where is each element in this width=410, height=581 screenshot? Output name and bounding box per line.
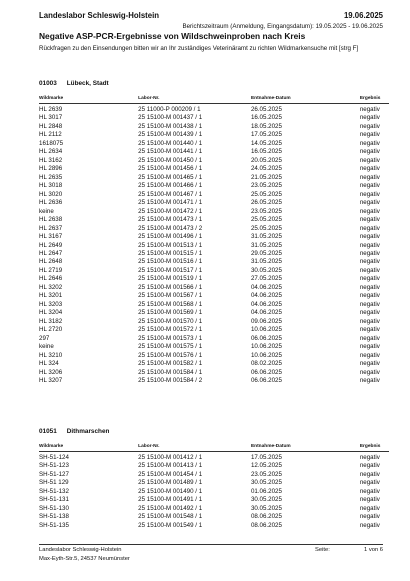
table-row: [39, 284, 389, 292]
col-ergebnis: negativ: [359, 368, 380, 376]
col-wildmarke: HL 2639: [39, 106, 63, 113]
table-row: [39, 208, 389, 216]
col-wildmarke-header: Wildmarke: [39, 444, 64, 449]
col-labor-nr: 25 15100-M 001456 / 1: [138, 165, 203, 173]
col-entnahme-datum-header: Entnahme-Datum: [250, 444, 291, 449]
col-entnahme-datum: 10.06.2025: [250, 351, 282, 359]
col-labor-nr: 25 15100-M 001572 / 1: [138, 326, 203, 334]
table-row: [39, 131, 389, 139]
col-entnahme-datum: 08.06.2025: [250, 513, 282, 521]
col-entnahme-datum: 10.06.2025: [250, 326, 282, 334]
col-entnahme-datum: 06.06.2025: [250, 377, 282, 384]
table-header: [39, 442, 389, 451]
col-ergebnis: negativ: [359, 454, 380, 461]
col-entnahme-datum: 26.05.2025: [250, 106, 282, 113]
footer-page-label: Seite:: [315, 547, 330, 553]
col-entnahme-datum: 08.02.2025: [250, 360, 282, 368]
col-entnahme-datum-header: Entnahme-Datum: [250, 96, 291, 101]
col-wildmarke: keine: [39, 207, 54, 215]
col-ergebnis: negativ: [359, 334, 380, 342]
col-entnahme-datum: 01.06.2025: [250, 487, 282, 495]
col-wildmarke: HL 2720: [39, 326, 63, 334]
col-wildmarke: HL 3201: [39, 292, 63, 300]
table-header: [39, 94, 389, 103]
col-labor-nr: 25 15100-M 001573 / 1: [138, 334, 203, 342]
col-ergebnis: negativ: [359, 207, 380, 215]
col-labor-nr: 25 15100-M 001567 / 1: [138, 292, 203, 300]
col-ergebnis: negativ: [359, 131, 380, 139]
col-ergebnis: negativ: [359, 479, 380, 487]
col-ergebnis: negativ: [359, 496, 380, 504]
col-entnahme-datum: 21.05.2025: [250, 173, 282, 181]
col-labor-nr: 25 15100-M 001438 / 1: [138, 122, 203, 130]
col-labor-nr: 25 15100-M 001467 / 1: [138, 190, 203, 198]
table-row: [39, 352, 389, 360]
col-labor-nr: 25 15100-M 001471 / 1: [138, 199, 203, 207]
col-labor-nr: 25 15100-M 001515 / 1: [138, 249, 203, 257]
table-row: [39, 225, 389, 233]
col-ergebnis: negativ: [359, 106, 380, 113]
table-row: [39, 275, 389, 283]
col-wildmarke: SH-51-131: [39, 496, 69, 504]
col-wildmarke: SH-51-138: [39, 513, 69, 521]
col-entnahme-datum: 18.05.2025: [250, 122, 282, 130]
col-wildmarke: 1618075: [39, 139, 64, 147]
col-labor-nr: 25 11000-P 000209 / 1: [138, 106, 201, 113]
col-ergebnis: negativ: [359, 258, 380, 266]
col-wildmarke: HL 3204: [39, 309, 63, 317]
col-labor-nr: 25 15100-M 001490 / 1: [138, 487, 203, 495]
col-wildmarke: HL 3202: [39, 283, 63, 291]
col-entnahme-datum: 06.06.2025: [250, 368, 282, 376]
footer-address: Max-Eyth-Str.5, 24537 Neumünster: [39, 556, 130, 562]
col-entnahme-datum: 04.06.2025: [250, 300, 282, 308]
col-wildmarke: HL 3210: [39, 351, 63, 359]
col-labor-nr: 25 15100-M 001568 / 1: [138, 300, 203, 308]
col-entnahme-datum: 30.05.2025: [250, 266, 282, 274]
col-ergebnis: negativ: [359, 275, 380, 283]
col-wildmarke: HL 2848: [39, 122, 63, 130]
col-labor-nr: 25 15100-M 001491 / 1: [138, 496, 203, 504]
col-wildmarke: HL 3017: [39, 114, 63, 122]
header-underline: [39, 451, 389, 452]
table-row: [39, 267, 389, 275]
table-row: [39, 250, 389, 258]
col-entnahme-datum: 23.05.2025: [250, 470, 282, 478]
col-entnahme-datum: 31.05.2025: [250, 241, 282, 249]
col-ergebnis: negativ: [359, 182, 380, 190]
section-code: 01051: [39, 428, 57, 435]
col-entnahme-datum: 12.05.2025: [250, 462, 282, 470]
col-entnahme-datum: 08.06.2025: [250, 521, 282, 529]
table-row: [39, 377, 389, 385]
col-ergebnis: negativ: [359, 360, 380, 368]
col-ergebnis: negativ: [359, 249, 380, 257]
table-row: [39, 165, 389, 173]
col-labor-nr: 25 15100-M 001582 / 1: [138, 360, 203, 368]
col-entnahme-datum: 04.06.2025: [250, 283, 282, 291]
col-entnahme-datum: 30.05.2025: [250, 496, 282, 504]
col-wildmarke: HL 324: [39, 360, 59, 368]
table-row: [39, 522, 389, 530]
table-row: [39, 454, 389, 462]
col-wildmarke: HL 3162: [39, 156, 63, 164]
col-ergebnis-header: Ergebnis: [359, 96, 381, 101]
col-entnahme-datum: 20.05.2025: [250, 156, 282, 164]
col-wildmarke: HL 2649: [39, 241, 63, 249]
col-ergebnis: negativ: [359, 513, 380, 521]
col-labor-nr: 25 15100-M 001549 / 1: [138, 521, 203, 529]
table-row: [39, 123, 389, 131]
col-entnahme-datum: 30.05.2025: [250, 504, 282, 512]
col-entnahme-datum: 29.05.2025: [250, 249, 282, 257]
col-ergebnis: negativ: [359, 462, 380, 470]
col-entnahme-datum: 04.06.2025: [250, 292, 282, 300]
col-labor-nr: 25 15100-M 001439 / 1: [138, 131, 203, 139]
section-title: [39, 428, 389, 442]
table-row: [39, 292, 389, 300]
col-entnahme-datum: 23.05.2025: [250, 182, 282, 190]
col-entnahme-datum: 24.05.2025: [250, 165, 282, 173]
col-labor-nr: 25 15100-M 001516 / 1: [138, 258, 203, 266]
table-row: [39, 462, 389, 470]
col-labor-nr: 25 15100-M 001473 / 1: [138, 216, 203, 224]
table-row: [39, 140, 389, 148]
col-ergebnis: negativ: [359, 216, 380, 224]
table-row: [39, 505, 389, 513]
col-ergebnis: negativ: [359, 487, 380, 495]
col-ergebnis: negativ: [359, 351, 380, 359]
col-wildmarke: SH-51-130: [39, 504, 69, 512]
section-name: Dithmarschen: [66, 428, 110, 435]
col-ergebnis: negativ: [359, 148, 380, 156]
table-row: [39, 258, 389, 266]
col-ergebnis: negativ: [359, 377, 380, 384]
col-labor-nr: 25 15100-M 001517 / 1: [138, 266, 203, 274]
col-labor-nr: 25 15100-M 001466 / 1: [138, 182, 203, 190]
col-wildmarke: HL 2896: [39, 165, 63, 173]
col-labor-nr-header: Labor-Nr.: [138, 96, 160, 101]
col-labor-nr: 25 15100-M 001513 / 1: [138, 241, 203, 249]
col-entnahme-datum: 04.06.2025: [250, 309, 282, 317]
col-ergebnis: negativ: [359, 122, 380, 130]
col-entnahme-datum: 27.05.2025: [250, 275, 282, 283]
col-ergebnis: negativ: [359, 139, 380, 147]
col-labor-nr: 25 15100-M 001489 / 1: [138, 479, 203, 487]
col-labor-nr: 25 15100-M 001570 / 1: [138, 317, 203, 325]
col-wildmarke: HL 3167: [39, 233, 63, 241]
table-row: [39, 182, 389, 190]
col-wildmarke: HL 2719: [39, 266, 63, 274]
col-entnahme-datum: 23.05.2025: [250, 207, 282, 215]
col-labor-nr: 25 15100-M 001584 / 1: [138, 368, 203, 376]
col-ergebnis: negativ: [359, 190, 380, 198]
table-row: [39, 471, 389, 479]
table-row: [39, 106, 389, 114]
table-row: [39, 488, 389, 496]
report-period: Berichtszeitraum (Anmeldung, Eingangsdatum): 19.05.2025 - 19.06.2025: [182, 23, 383, 30]
table-row: [39, 513, 389, 521]
col-wildmarke: HL 2112: [39, 131, 62, 139]
col-labor-nr: 25 15100-M 001576 / 1: [138, 351, 203, 359]
section-title: [39, 80, 389, 94]
col-wildmarke: SH-51 129: [39, 479, 69, 487]
col-entnahme-datum: 17.05.2025: [250, 454, 282, 461]
col-ergebnis: negativ: [359, 343, 380, 351]
table-row: [39, 318, 389, 326]
col-wildmarke: HL 3206: [39, 368, 63, 376]
table-row: [39, 242, 389, 250]
col-labor-nr: 25 15100-M 001454 / 1: [138, 470, 203, 478]
header-underline: [39, 103, 389, 104]
col-ergebnis: negativ: [359, 309, 380, 317]
table-row: [39, 148, 389, 156]
col-entnahme-datum: 10.06.2025: [250, 343, 282, 351]
col-wildmarke: HL 2647: [39, 249, 63, 257]
table-row: [39, 326, 389, 334]
col-labor-nr: 25 15100-M 001450 / 1: [138, 156, 203, 164]
col-wildmarke: HL 3182: [39, 317, 63, 325]
col-labor-nr: 25 15100-M 001437 / 1: [138, 114, 203, 122]
col-entnahme-datum: 16.05.2025: [250, 148, 282, 156]
col-ergebnis: negativ: [359, 470, 380, 478]
footer-organization: Landeslabor Schleswig-Holstein: [39, 547, 122, 553]
table-row: [39, 360, 389, 368]
col-labor-nr: 25 15100-M 001519 / 1: [138, 275, 203, 283]
col-wildmarke: 297: [39, 334, 50, 342]
col-wildmarke: SH-51-127: [39, 470, 69, 478]
col-labor-nr: 25 15100-M 001465 / 1: [138, 173, 203, 181]
table-row: [39, 114, 389, 122]
footer-divider: [39, 544, 383, 545]
col-wildmarke: HL 2646: [39, 275, 63, 283]
district-section-luebeck: [39, 80, 389, 385]
col-wildmarke: HL 2636: [39, 199, 63, 207]
col-wildmarke: SH-51-132: [39, 487, 69, 495]
col-labor-nr: 25 15100-M 001413 / 1: [138, 462, 203, 470]
organization-name: Landeslabor Schleswig-Holstein: [39, 11, 160, 20]
col-ergebnis: negativ: [359, 224, 380, 232]
col-ergebnis: negativ: [359, 266, 380, 274]
col-ergebnis: negativ: [359, 233, 380, 241]
report-subtitle: Rückfragen zu den Einsendungen bitten wir an Ihr zuständiges Veterinäramt zu richten Wildmarkensuche mit [strg F]: [39, 45, 359, 52]
col-wildmarke: HL 2638: [39, 216, 63, 224]
col-entnahme-datum: 31.05.2025: [250, 258, 282, 266]
col-labor-nr: 25 15100-M 001472 / 1: [138, 207, 203, 215]
table-row: [39, 199, 389, 207]
col-labor-nr-header: Labor-Nr.: [138, 444, 160, 449]
col-entnahme-datum: 31.05.2025: [250, 233, 282, 241]
col-labor-nr: 25 15100-M 001473 / 2: [138, 224, 203, 232]
col-ergebnis: negativ: [359, 521, 380, 529]
col-ergebnis: negativ: [359, 165, 380, 173]
district-section-dithmarschen: [39, 428, 389, 530]
section-name: Lübeck, Stadt: [66, 80, 109, 87]
table-row: [39, 369, 389, 377]
col-labor-nr: 25 15100-M 001492 / 1: [138, 504, 203, 512]
col-entnahme-datum: 09.06.2025: [250, 317, 282, 325]
col-labor-nr: 25 15100-M 001548 / 1: [138, 513, 203, 521]
col-wildmarke: SH-51-135: [39, 521, 69, 529]
col-wildmarke-header: Wildmarke: [39, 96, 64, 101]
col-wildmarke: HL 2648: [39, 258, 63, 266]
table-row: [39, 301, 389, 309]
col-entnahme-datum: 30.05.2025: [250, 479, 282, 487]
col-wildmarke: HL 2637: [39, 224, 63, 232]
col-ergebnis: negativ: [359, 292, 380, 300]
section-code: 01003: [39, 80, 57, 87]
col-wildmarke: HL 2635: [39, 173, 63, 181]
col-ergebnis: negativ: [359, 241, 380, 249]
col-ergebnis: negativ: [359, 199, 380, 207]
footer-page-number: 1 von 6: [363, 547, 383, 553]
col-labor-nr: 25 15100-M 001575 / 1: [138, 343, 203, 351]
col-ergebnis: negativ: [359, 317, 380, 325]
report-title: Negative ASP-PCR-Ergebnisse von Wildschweinproben nach Kreis: [39, 31, 306, 41]
col-ergebnis: negativ: [359, 283, 380, 291]
table-row: [39, 174, 389, 182]
table-row: [39, 216, 389, 224]
col-ergebnis: negativ: [359, 326, 380, 334]
col-labor-nr: 25 15100-M 001584 / 2: [138, 377, 203, 384]
col-wildmarke: SH-51-124: [39, 454, 69, 461]
table-row: [39, 496, 389, 504]
col-ergebnis: negativ: [359, 504, 380, 512]
table-row: [39, 309, 389, 317]
col-wildmarke: HL 3018: [39, 182, 63, 190]
table-row: [39, 479, 389, 487]
col-labor-nr: 25 15100-M 001441 / 1: [138, 148, 203, 156]
report-date: 19.06.2025: [343, 11, 383, 20]
col-entnahme-datum: 26.05.2025: [250, 199, 282, 207]
col-ergebnis: negativ: [359, 156, 380, 164]
col-labor-nr: 25 15100-M 001569 / 1: [138, 309, 203, 317]
table-row: [39, 191, 389, 199]
col-wildmarke: HL 3020: [39, 190, 63, 198]
col-wildmarke: HL 2634: [39, 148, 63, 156]
col-entnahme-datum: 17.05.2025: [250, 131, 282, 139]
col-entnahme-datum: 25.05.2025: [250, 190, 282, 198]
table-row: [39, 233, 389, 241]
col-entnahme-datum: 06.06.2025: [250, 334, 282, 342]
col-wildmarke: HL 3207: [39, 377, 63, 384]
col-ergebnis: negativ: [359, 300, 380, 308]
col-ergebnis: negativ: [359, 173, 380, 181]
col-wildmarke: HL 3203: [39, 300, 63, 308]
table-row: [39, 157, 389, 165]
col-wildmarke: SH-51-123: [39, 462, 69, 470]
table-row: [39, 335, 389, 343]
col-entnahme-datum: 16.05.2025: [250, 114, 282, 122]
col-labor-nr: 25 15100-M 001496 / 1: [138, 233, 203, 241]
table-row: [39, 343, 389, 351]
col-ergebnis-header: Ergebnis: [359, 444, 381, 449]
col-wildmarke: keine: [39, 343, 54, 351]
col-labor-nr: 25 15100-M 001566 / 1: [138, 283, 203, 291]
col-entnahme-datum: 14.05.2025: [250, 139, 282, 147]
col-ergebnis: negativ: [359, 114, 380, 122]
col-entnahme-datum: 25.05.2025: [250, 224, 282, 232]
col-labor-nr: 25 15100-M 001440 / 1: [138, 139, 203, 147]
col-entnahme-datum: 25.05.2025: [250, 216, 282, 224]
col-labor-nr: 25 15100-M 001412 / 1: [138, 454, 203, 461]
